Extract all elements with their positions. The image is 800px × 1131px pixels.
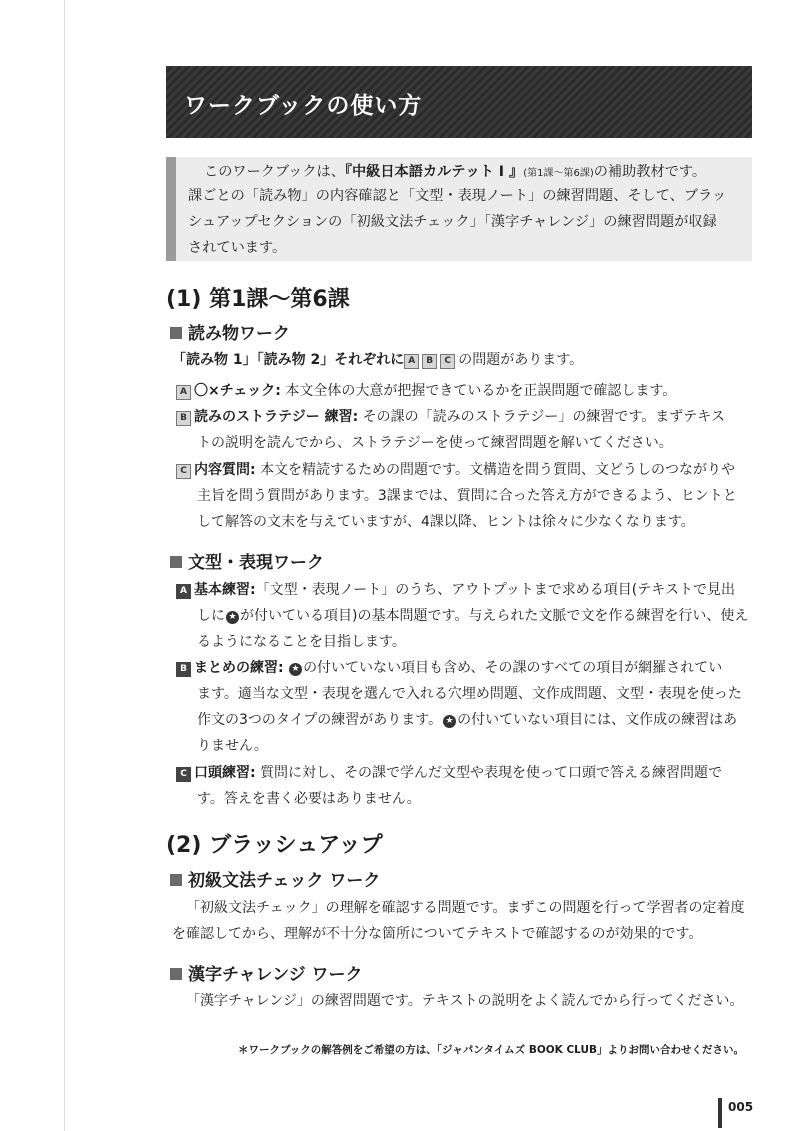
yomimono-item-c: C 内容質問: 本文を精読するための問題です。文構造を問う質問、文どうしのつながりや	[176, 459, 735, 479]
bunkei-heading: 文型・表現ワーク	[170, 548, 324, 573]
bunkei-item-a-cont-1: しに ★ が付いている項目)の基本問題です。与えられた文脈で文を作る練習を行い、使え	[197, 608, 749, 624]
bunkei-item-b-cont-1: ます。適当な文型・表現を選んで入れる穴埋め問題、文作成問題、文型・表現を使った	[197, 686, 742, 702]
grammar-check-line-1: 「初級文法チェック」の理解を確認する問題です。まずこの問題を行って学習者の定着度	[186, 900, 745, 916]
page-title: ワークブックの使い方	[184, 93, 423, 119]
bunkei-item-b-cont-2: 作文の3つのタイプの練習があります。 ★ の付いていない項目には、文作成の練習はあ	[197, 712, 738, 728]
intro-line-1: このワークブックは、『中級日本語カルテット I 』(第1課〜第6課)の補助教材です。	[204, 164, 707, 180]
intro-line-4: されています。	[188, 240, 287, 256]
square-bullet-icon	[170, 556, 182, 568]
star-circle-icon: ★	[226, 611, 239, 624]
page-binding-line	[64, 0, 65, 1131]
yomimono-heading: 読み物ワーク	[170, 319, 290, 344]
yomimono-item-b: B 読みのストラテジー 練習: その課の「読みのストラテジー」の練習です。まずテキス	[176, 406, 725, 426]
page-number: 005	[728, 1100, 754, 1114]
star-circle-icon: ★	[443, 715, 456, 728]
grammar-check-heading: 初級文法チェック ワーク	[170, 866, 380, 891]
yomimono-item-c-cont-2: して解答の文末を与えていますが、4課以降、ヒントは徐々に少なくなります。	[197, 514, 695, 530]
section-1-heading: (1) 第1課〜第6課	[166, 287, 350, 312]
intro-box	[166, 157, 752, 261]
grammar-check-line-2: を確認してから、理解が不十分な箇所についてテキストで確認するのが効果的です。	[172, 926, 703, 942]
square-bullet-icon	[170, 327, 182, 339]
bunkei-item-c-cont: す。答えを書く必要はありません。	[197, 791, 421, 807]
yomimono-item-c-cont-1: 主旨を問う質問があります。3課までは、質問に合った答え方ができるよう、ヒントと	[197, 488, 737, 504]
bunkei-item-c: C 口頭練習: 質問に対し、その課で学んだ文型や表現を使って口頭で答える練習問題で	[176, 762, 722, 782]
yomimono-lead: 「読み物 1」「読み物 2」それぞれに A B C の問題があります。	[172, 352, 584, 368]
bunkei-item-a: A 基本練習:「文型・表現ノート」のうち、アウトプットまで求める項目(テキストで見出	[176, 579, 735, 599]
star-circle-icon: ★	[289, 663, 302, 676]
bunkei-item-b: B まとめの練習: ★ の付いていない項目も含め、その課のすべての項目が網羅されてい	[176, 657, 722, 677]
yomimono-item-b-cont: トの説明を読んでから、ストラテジーを使って練習問題を解いてください。	[197, 435, 673, 451]
intro-line-3: シュアップセクションの「初級文法チェック」「漢字チャレンジ」の練習問題が収録	[188, 214, 717, 230]
square-bullet-icon	[170, 968, 182, 980]
bunkei-item-b-cont-3: りません。	[197, 738, 268, 754]
page-marker-bar	[718, 1098, 722, 1128]
kanji-challenge-line: 「漢字チャレンジ」の練習問題です。テキストの説明をよく読んでから行ってください。	[186, 993, 744, 1009]
kanji-challenge-heading: 漢字チャレンジ ワーク	[170, 960, 363, 985]
square-bullet-icon	[170, 874, 182, 886]
title-banner	[166, 66, 752, 138]
intro-line-2: 課ごとの「読み物」の内容確認と「文型・表現ノート」の練習問題、そして、ブラッ	[188, 188, 727, 204]
yomimono-item-a: A 〇×チェック: 本文全体の大意が把握できているかを正誤問題で確認します。	[176, 380, 676, 400]
section-2-heading: (2) ブラッシュアップ	[166, 833, 383, 858]
bunkei-item-a-cont-2: るようになることを目指します。	[197, 634, 406, 650]
footnote: ＊ワークブックの解答例をご希望の方は、「ジャパンタイムズ BOOK CLUB」よりお問い合わせください。	[238, 1044, 745, 1056]
